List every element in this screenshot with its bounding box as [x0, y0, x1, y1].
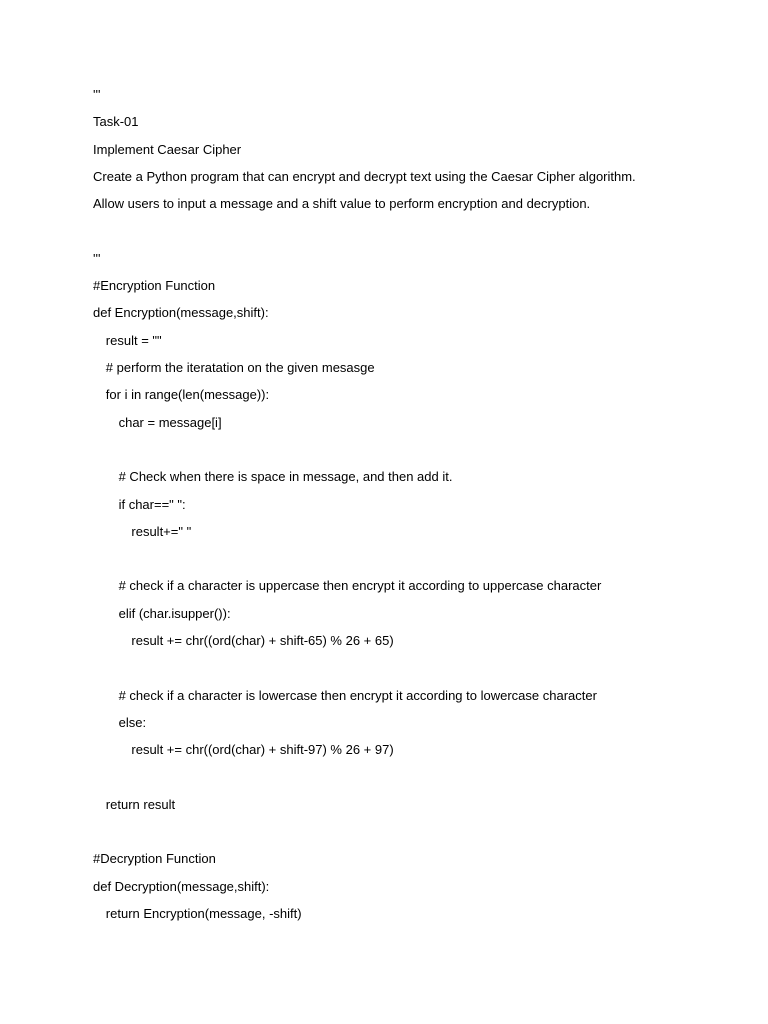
- text-line: #Encryption Function: [93, 278, 216, 294]
- text-line: result += chr((ord(char) + shift-97) % 26 + 97): [131, 742, 394, 758]
- text-line: # perform the iteratation on the given mesasge: [105, 360, 375, 375]
- text-line: ''': [93, 87, 101, 102]
- text-line: else:: [118, 714, 147, 730]
- text-line: Task-01: [93, 114, 139, 130]
- text-line: #Decryption Function: [93, 851, 216, 867]
- text-line: return result: [105, 796, 176, 812]
- text-line: # Check when there is space in message, and then add it.: [118, 469, 453, 485]
- text-line: elif (char.isupper()):: [118, 605, 231, 621]
- text-line: def Encryption(message,shift):: [93, 305, 269, 321]
- text-line: Create a Python program that can encrypt and decrypt text using the Caesar Cipher algorithm.: [93, 168, 636, 184]
- text-line: result += chr((ord(char) + shift-65) % 26 + 65): [131, 633, 394, 648]
- text-line: char = message[i]: [118, 414, 222, 430]
- text-line: def Decryption(message,shift):: [93, 878, 270, 894]
- text-line: for i in range(len(message)):: [105, 387, 270, 403]
- text-line: result = "": [105, 332, 162, 348]
- text-line: Implement Caesar Cipher: [93, 141, 242, 157]
- text-line: return Encryption(message, -shift): [105, 906, 302, 921]
- text-line: ''': [93, 250, 101, 266]
- text-line: # check if a character is lowercase then encrypt it according to lowercase character: [118, 687, 597, 703]
- text-line: if char==" ":: [118, 496, 186, 512]
- text-line: # check if a character is uppercase then encrypt it according to uppercase character: [118, 578, 602, 594]
- text-line: result+=" ": [131, 523, 192, 539]
- text-line: Allow users to input a message and a shift value to perform encryption and decryption.: [93, 196, 591, 212]
